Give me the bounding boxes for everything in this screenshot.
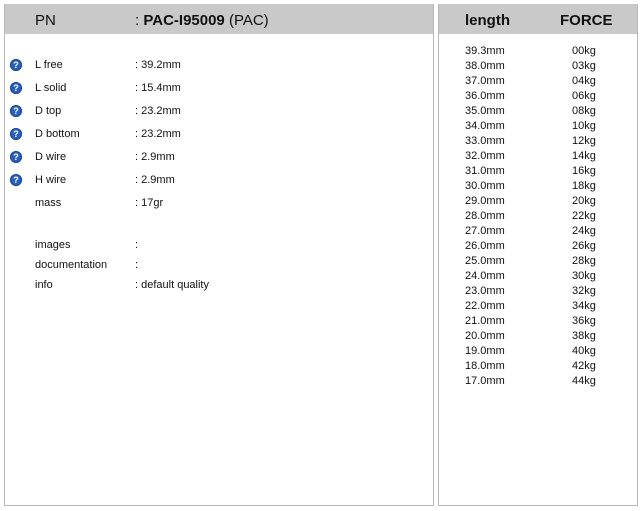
length-cell: 26.0mm [465,240,505,252]
force-panel [438,4,638,506]
length-cell: 27.0mm [465,225,505,237]
spec-label: D top [35,105,62,117]
force-cell: 42kg [572,360,596,372]
table-row [439,74,639,89]
spec-row-d-bottom [5,125,425,143]
length-cell: 37.0mm [465,75,505,87]
spec-row-l-free [5,56,425,74]
force-cell: 08kg [572,105,596,117]
length-cell: 36.0mm [465,90,505,102]
force-table [439,44,639,389]
force-cell: 20kg [572,195,596,207]
force-cell: 22kg [572,210,596,222]
spec-value: : 23.2mm [135,105,181,117]
force-cell: 30kg [572,270,596,282]
table-row [439,209,639,224]
length-cell: 39.3mm [465,45,505,57]
spec-row-h-wire [5,171,425,189]
force-cell: 40kg [572,345,596,357]
extra-value: : [135,259,139,271]
table-row [439,59,639,74]
length-cell: 19.0mm [465,345,505,357]
length-cell: 29.0mm [465,195,505,207]
question-icon[interactable]: ? [10,59,22,71]
spec-label: D wire [35,151,67,163]
force-cell: 03kg [572,60,596,72]
spec-value: : 17gr [135,197,164,209]
force-cell: 06kg [572,90,596,102]
force-cell: 32kg [572,285,596,297]
force-cell: 18kg [572,180,596,192]
spec-label: L solid [35,82,67,94]
force-cell: 04kg [572,75,596,87]
table-row [439,119,639,134]
length-cell: 22.0mm [465,300,505,312]
table-row [439,329,639,344]
table-row [439,269,639,284]
force-cell: 24kg [572,225,596,237]
length-cell: 20.0mm [465,330,505,342]
table-row [439,299,639,314]
table-row [439,374,639,389]
table-row [439,344,639,359]
length-cell: 38.0mm [465,60,505,72]
spec-value: : 23.2mm [135,128,181,140]
spec-row-d-wire [5,148,425,166]
question-icon[interactable]: ? [10,82,22,94]
extra-label: images [35,239,71,251]
question-icon[interactable]: ? [10,128,22,140]
length-cell: 30.0mm [465,180,505,192]
force-cell: 12kg [572,135,596,147]
length-cell: 34.0mm [465,120,505,132]
force-cell: 16kg [572,165,596,177]
force-cell: 26kg [572,240,596,252]
length-cell: 24.0mm [465,270,505,282]
force-cell: 36kg [572,315,596,327]
extra-row-info [5,276,425,294]
force-cell: 10kg [572,120,596,132]
pn-suffix: (PAC) [224,12,269,29]
question-icon[interactable]: ? [10,105,22,117]
spec-value: : 2.9mm [135,174,175,186]
spec-header [5,4,433,34]
length-cell: 23.0mm [465,285,505,297]
table-row [439,239,639,254]
part-number [135,12,269,29]
table-row [439,134,639,149]
force-header [439,4,637,34]
table-row [439,104,639,119]
table-row [439,224,639,239]
length-cell: 17.0mm [465,375,505,387]
spec-label: mass [35,197,62,209]
length-cell: 25.0mm [465,255,505,267]
spec-row-mass [5,194,425,212]
table-row [439,179,639,194]
table-row [439,149,639,164]
table-row [439,254,639,269]
extra-value: : [135,239,139,251]
force-cell: 34kg [572,300,596,312]
force-cell: 44kg [572,375,596,387]
table-row [439,44,639,59]
pn-colon: : [135,12,144,29]
pn-code: PAC-I95009 [143,12,225,29]
length-cell: 28.0mm [465,210,505,222]
extra-row-images [5,236,425,254]
force-cell: 38kg [572,330,596,342]
force-cell: 28kg [572,255,596,267]
table-row [439,314,639,329]
force-cell: 14kg [572,150,596,162]
table-row [439,164,639,179]
spec-value: : 15.4mm [135,82,181,94]
question-icon[interactable]: ? [10,174,22,186]
spec-label: H wire [35,174,67,186]
length-cell: 31.0mm [465,165,505,177]
extra-label: info [35,279,53,291]
length-column-header: length [465,12,510,29]
force-cell: 00kg [572,45,596,57]
spec-value: : 39.2mm [135,59,181,71]
spec-value: : 2.9mm [135,151,175,163]
spec-row-l-solid [5,79,425,97]
spec-panel [4,4,434,506]
pn-label: PN [35,12,56,29]
table-row [439,284,639,299]
spec-row-d-top [5,102,425,120]
extra-label: documentation [35,259,108,271]
extra-value: : default quality [135,279,209,291]
length-cell: 35.0mm [465,105,505,117]
table-row [439,359,639,374]
spec-label: D bottom [35,128,80,140]
force-column-header: FORCE [560,12,613,29]
extra-row-documentation [5,256,425,274]
length-cell: 32.0mm [465,150,505,162]
spec-label: L free [35,59,63,71]
table-row [439,194,639,209]
table-row [439,89,639,104]
length-cell: 18.0mm [465,360,505,372]
question-icon[interactable]: ? [10,151,22,163]
length-cell: 21.0mm [465,315,505,327]
length-cell: 33.0mm [465,135,505,147]
